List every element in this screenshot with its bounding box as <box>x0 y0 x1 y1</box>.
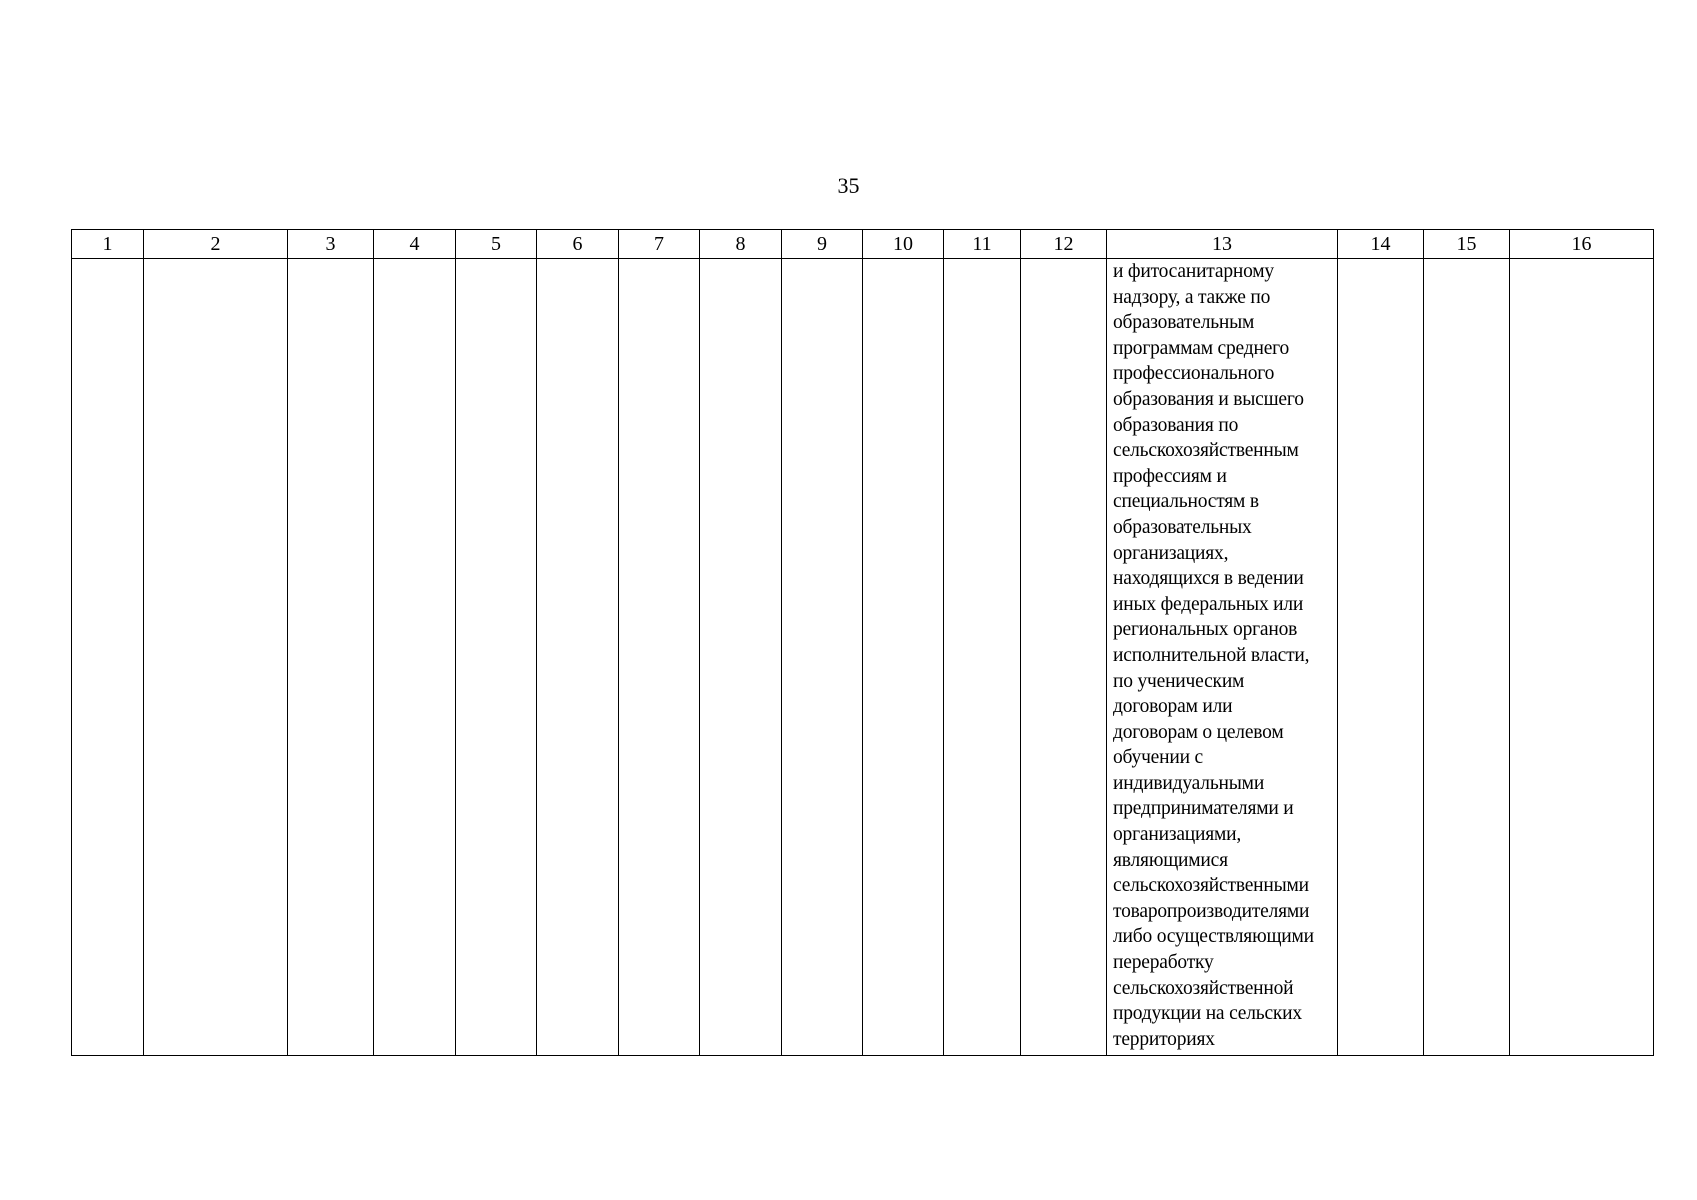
page-number: 35 <box>837 173 860 198</box>
header-row <box>72 230 1654 259</box>
table-cell-12 <box>1021 259 1107 1056</box>
data-table <box>71 229 1654 1056</box>
column-header-12: 12 <box>1021 230 1107 259</box>
column-header-1: 1 <box>72 230 144 259</box>
table-cell-8 <box>700 259 782 1056</box>
table-cell-6 <box>537 259 619 1056</box>
column-header-14: 14 <box>1338 230 1424 259</box>
table-cell-10 <box>863 259 944 1056</box>
table-cell-15 <box>1424 259 1510 1056</box>
column-header-3: 3 <box>288 230 374 259</box>
cell-13-text: и фитосанитарному надзору, а также по образовательным программам среднего профессионального образования и высшего образования по сельскохозяйственным профессиям и специальностям в образовательных организациях, находящихся в ведении иных федеральных или региональных органов исполнительной власти, по ученическим договорам или договорам о целевом обучении с индивидуальными предпринимателями и организациями, являющимися сельскохозяйственными товаропроизводителями либо осуществляющими переработку сельскохозяйственной продукции на сельских территориях <box>1113 261 1314 1050</box>
table-cell-1 <box>72 259 144 1056</box>
column-header-9: 9 <box>782 230 863 259</box>
column-header-10: 10 <box>863 230 944 259</box>
table-cell-3 <box>288 259 374 1056</box>
table-cell-2 <box>144 259 288 1056</box>
column-header-4: 4 <box>374 230 456 259</box>
column-header-16: 16 <box>1510 230 1654 259</box>
column-header-13: 13 <box>1107 230 1338 259</box>
table-cell-5 <box>456 259 537 1056</box>
column-header-2: 2 <box>144 230 288 259</box>
column-header-15: 15 <box>1424 230 1510 259</box>
table-cell-16 <box>1510 259 1654 1056</box>
column-header-11: 11 <box>944 230 1021 259</box>
table-cell-13 <box>1107 259 1338 1056</box>
table-cell-9 <box>782 259 863 1056</box>
column-header-7: 7 <box>619 230 700 259</box>
column-header-8: 8 <box>700 230 782 259</box>
column-header-6: 6 <box>537 230 619 259</box>
table-cell-7 <box>619 259 700 1056</box>
table-row <box>72 259 1654 1056</box>
table-cell-14 <box>1338 259 1424 1056</box>
table-cell-4 <box>374 259 456 1056</box>
table-cell-11 <box>944 259 1021 1056</box>
column-header-5: 5 <box>456 230 537 259</box>
